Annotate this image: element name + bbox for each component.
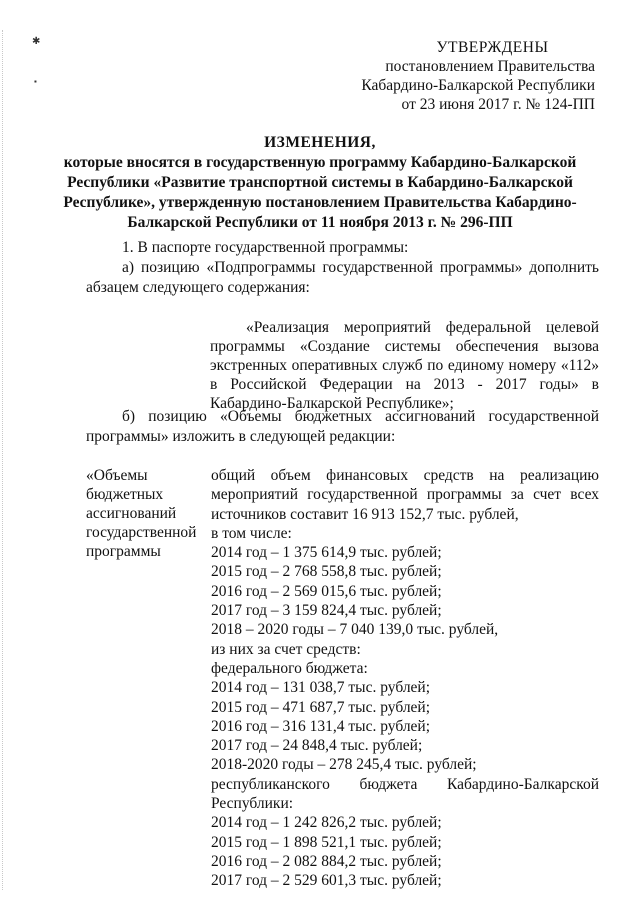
table-row: 2017 год – 24 848,4 тыс. рублей;	[211, 737, 423, 755]
table-republic-heading: республиканского бюджета Кабардино-Балкарской Республики:	[211, 775, 599, 813]
table-value-column	[211, 466, 599, 891]
table-intro: общий объем финансовых средств на реализацию мероприятий государственной программы за счет всех источников составит 16 913 152,7 тыс. рублей,	[211, 467, 599, 523]
table-row: 2018 – 2020 годы – 7 040 139,0 тыс. рублей,	[211, 621, 499, 639]
approval-line: Кабардино-Балкарской Республики	[361, 77, 595, 94]
table-row: 2017 год – 3 159 824,4 тыс. рублей;	[211, 602, 442, 620]
paragraph-item-1a: а) позицию «Подпрограммы государственной программы» дополнить абзацем следующего содержания:	[86, 259, 599, 296]
table-label-line: «Объемы	[86, 467, 148, 484]
table-row: 2014 год – 131 038,7 тыс. рублей;	[211, 679, 431, 697]
table-row: из них за счет средств:	[211, 640, 361, 658]
table-row: 2016 год – 2 082 884,2 тыс. рублей;	[211, 852, 442, 870]
table-label-column	[86, 466, 204, 561]
table-label-line: программы	[86, 543, 161, 560]
title-line: Республики «Развитие транспортной системы в Кабардино-Балкарской	[67, 174, 573, 191]
approval-heading: УТВЕРЖДЕНЫ	[436, 39, 549, 56]
title-line: Республике», утвержденную постановлением Правительства Кабардино-	[63, 194, 577, 211]
approval-block	[330, 38, 595, 114]
table-label-line: ассигнований	[86, 505, 177, 522]
quoted-addition: «Реализация мероприятий федеральной целевой программы «Создание системы обеспечения вызова экстренных оперативных служб по единому номеру «112» в Российской Федерации на 2013 - 2017 годы» в Кабардино-Балкарской Республике»;	[210, 319, 599, 412]
table-row: федерального бюджета:	[211, 659, 368, 677]
table-row: 2014 год – 1 375 614,9 тыс. рублей;	[211, 544, 442, 562]
approval-line: постановлением Правительства	[385, 58, 595, 75]
title-line: которые вносятся в государственную программу Кабардино-Балкарской	[63, 154, 577, 171]
table-label-line: государственной	[86, 524, 197, 541]
table-row: 2015 год – 471 687,7 тыс. рублей;	[211, 698, 431, 716]
title-heading: ИЗМЕНЕНИЯ,	[264, 134, 376, 151]
scan-mark: ▪	[34, 77, 37, 86]
table-row: 2015 год – 1 898 521,1 тыс. рублей;	[211, 833, 442, 851]
paragraph-item-1b: б) позицию «Объемы бюджетных ассигнований государственной программы» изложить в следующей редакции:	[86, 408, 599, 445]
table-row: 2017 год – 2 529 601,3 тыс. рублей;	[211, 872, 442, 890]
title-line: Балкарской Республики от 11 ноября 2013 г. № 296-ПП	[127, 214, 513, 231]
table-row: 2016 год – 2 569 015,6 тыс. рублей;	[211, 582, 442, 600]
table-row: 2016 год – 316 131,4 тыс. рублей;	[211, 717, 431, 735]
table-row: 2018-2020 годы – 278 245,4 тыс. рублей;	[211, 756, 477, 774]
table-row: в том числе:	[211, 524, 292, 542]
table-row: 2015 год – 2 768 558,8 тыс. рублей;	[211, 563, 442, 581]
paragraph-item-1: 1. В паспорте государственной программы:	[122, 239, 409, 256]
approval-line: от 23 июня 2017 г. № 124-ПП	[401, 96, 595, 113]
table-label-line: бюджетных	[86, 486, 164, 503]
table-row: 2014 год – 1 242 826,2 тыс. рублей;	[211, 814, 442, 832]
scan-margin-marks	[2, 30, 13, 890]
document-title	[60, 133, 580, 233]
scan-mark: ✱	[32, 36, 41, 47]
